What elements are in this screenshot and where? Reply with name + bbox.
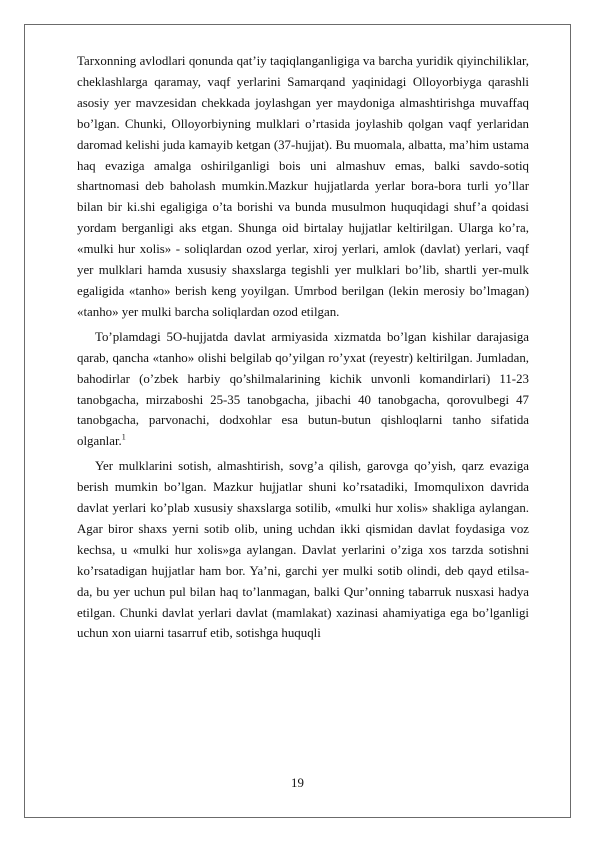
paragraph-2-text: To’plamdagi 5O-hujjatda davlat armiyasida xizmatda bo’lgan kishilar darajasiga qarab, qancha «tanho» olishi belgilab qo’yilgan ro’yxat (reyestr) keltirilgan. Jumladan, bahodirlar (o’zbek harbiy qo’shilmalarining kichik unvonli komandirlari) 11-23 tanobgacha, mirzaboshi 25-35 tanobgacha, jibachi 40 tanobgacha, qorovulbegi 47 tanobgacha, parvonachi, dodxohlar esa butun-butun qishloqlarni tanho sifatida olganlar.: [77, 329, 529, 449]
document-body: [77, 51, 529, 648]
page-number: 19: [291, 776, 304, 790]
paragraph-2: [77, 327, 529, 452]
paragraph-3: Yer mulklarini sotish, almashtirish, sovg’a qilish, garovga qo’yish, qarz evaziga berish mumkin bo’lgan. Mazkur hujjatlar shuni ko’rsatadiki, Imomqulixon davrida davlat yerlari ko’plab xususiy shaxslarga sotilib, «mulki hur xolis» shakliga aylangan. Agar biror shaxs yerni sotib olib, uning uchdan ikki qismidan davlat foydasiga voz kechsa, u «mulki hur xolis»ga aylangan. Davlat yerlarini o’ziga xos tarzda sotishni ko’rsatadigan hujjatlar ham bor. Ya’ni, garchi yer mulki sotib olindi, deb qayd etilsa-da, bu yer uchun pul bilan haq to’lanmagan, balki Qur’onning tabarruk nusxasi hadya etilgan. Chunki davlat yerlari davlat (mamlakat) xazinasi ahamiyatiga ega bo’lganligi uchun xon uiarni tasarruf etib, sotishga huquqli: [77, 459, 529, 641]
footnote-reference[interactable]: 1: [121, 433, 126, 443]
paragraph-1: Tarxonning avlodlari qonunda qat’iy taqiqlanganligiga va barcha yuridik qiyinchiliklar, cheklashlarga qaramay, vaqf yerlarini Samarqand yaqinidagi Olloyorbiyga qarashli asosiy yer mavzesidan chekkada joylashgan yer maydoniga almashtirishga muvaffaq bo’lgan. Chunki, Olloyorbiyning mulklari o’rtasida joylashib qolgan vaqf yerlaridan daromad kelishi juda kamayib ketgan (37-hujjat). Bu muomala, albatta, ma’him ustama haq evaziga amalga oshirilganligi bois uni almashuv emas, balki savdo-sotiq shartnomasi deb baholash mumkin.Mazkur hujjatlarda yerlar bora-bora turli yo’llar bilan bir ki.shi egaligiga o’ta borishi va bunda musulmon huquqidagi shuf’a qoidasi yordam berganligi aks etgan. Shunga oid birtalay hujjatlar keltirilgan. Ularga ko’ra, «mulki hur xolis» - soliqlardan ozod yerlar, xiroj yerlari, amlok (davlat) yerlari, vaqf yer mulklari hamda xususiy shaxslarga tegishli yer mulklari bo’lib, shartli yer-mulk egaligida «tanho» berish keng yoyilgan. Umrbod berilgan (lekin merosiy bo’lmagan) «tanho» yer mulki barcha soliqlardan ozod etilgan.: [77, 54, 529, 319]
